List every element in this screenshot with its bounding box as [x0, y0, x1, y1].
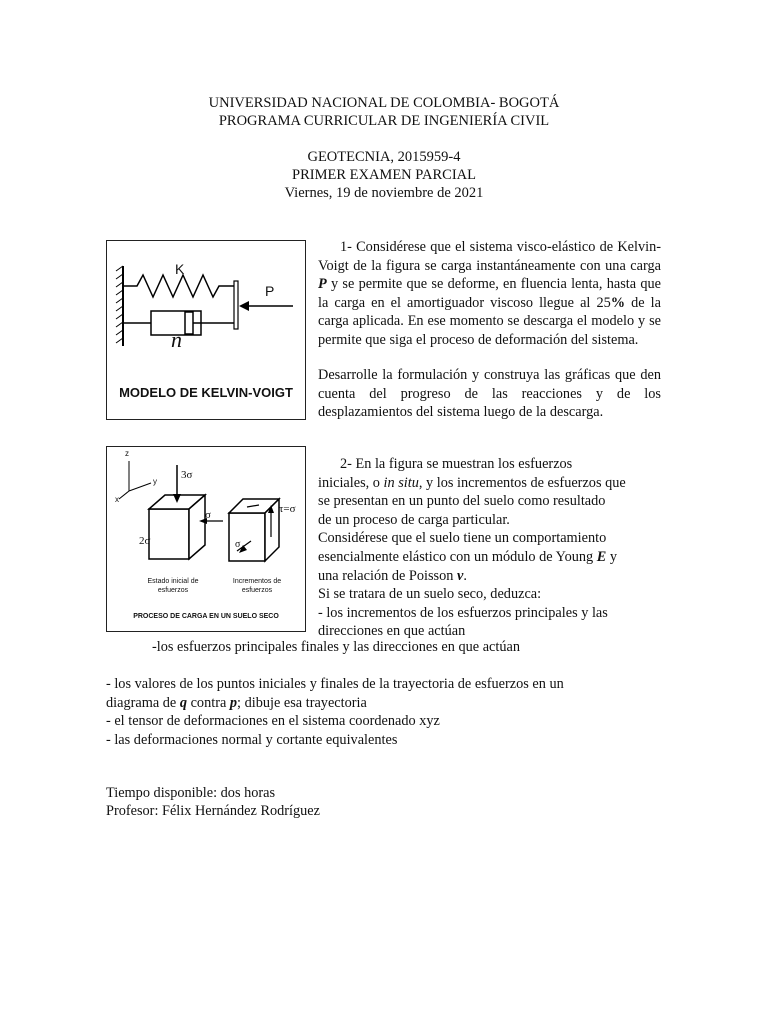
stress-1-label: σ: [205, 509, 211, 521]
question-2-items: [106, 675, 666, 749]
figure2-caption: PROCESO DE CARGA EN UN SUELO SECO: [133, 613, 279, 620]
q2-line-5: Considérese que el suelo tiene un comportamiento: [318, 530, 607, 547]
q2-line-2: iniciales, o in situ, y los incrementos de esfuerzos que: [318, 474, 626, 491]
axis-x-label: x: [115, 495, 119, 504]
viscosity-label: n: [171, 327, 182, 352]
q2-line-9: - los incrementos de los esfuerzos principales y las: [318, 604, 608, 621]
q2-item-1: - los valores de los puntos iniciales y finales de la trayectoria de esfuerzos en un: [106, 676, 564, 692]
increments-label: Incrementos de esfuerzos: [232, 578, 282, 594]
q2-line-1: 2- En la figura se muestran los esfuerzos: [340, 456, 573, 472]
kelvin-voigt-figure: [106, 240, 306, 420]
q2-item-2: - el tensor de deformaciones en el sistema coordenado xyz: [106, 713, 440, 730]
initial-cube: [149, 495, 205, 559]
axes-icon: [119, 461, 151, 499]
q1-load-symbol: P: [318, 276, 327, 293]
university-title: UNIVERSIDAD NACIONAL DE COLOMBIA- BOGOTÁ: [208, 95, 560, 111]
stress-diagram: [107, 447, 305, 631]
axis-y-label: y: [153, 477, 157, 486]
q2-line-3: se presentan en un punto del suelo como resultado: [318, 493, 606, 510]
q1-text-a: 1- Considérese que el sistema visco-elástico de Kelvin-Voigt de la figura se carga instantáneamente con una carga: [318, 239, 661, 274]
question-1: [318, 238, 661, 350]
q2-line-11: -los esfuerzos principales finales y las direcciones en que actúan: [152, 639, 520, 655]
shear-label: τ=σ: [279, 503, 296, 515]
q2-line-6: esencialmente elástico con un módulo de Young E y: [318, 548, 618, 565]
stress-increment-label: σ: [235, 539, 241, 550]
q2-line-4: de un proceso de carga particular.: [318, 511, 510, 528]
question-2: [318, 455, 668, 641]
q2-item-1b: diagrama de q contra p; dibuje esa trayectoria: [106, 694, 367, 711]
stress-2-label: 2σ: [139, 535, 151, 547]
q1-percent: %: [610, 294, 626, 311]
stress-figure: [106, 446, 306, 632]
exam-date: Viernes, 19 de noviembre de 2021: [284, 185, 484, 201]
load-label: P: [265, 283, 275, 299]
q2-line-10: direcciones en que actúan: [318, 623, 466, 640]
time-available: Tiempo disponible: dos horas: [106, 785, 276, 801]
spring-label: K: [175, 261, 185, 277]
question-1-task: Desarrolle la formulación y construya las gráficas que den cuenta del progreso de las reacciones y de los desplazamientos del sistema luego de la descarga.: [318, 367, 661, 421]
q2-item-3: - las deformaciones normal y cortante equivalentes: [106, 731, 398, 748]
q1-text-b: y se permite que se deforme, en fluencia lenta, hasta que la carga en el amortiguador viscoso llegue al 25: [318, 276, 661, 311]
program-title: PROGRAMA CURRICULAR DE INGENIERÍA CIVIL: [218, 113, 550, 129]
axis-z-label: z: [125, 449, 129, 458]
q2-line-7: una relación de Poisson ν.: [318, 567, 467, 584]
figure1-caption: MODELO DE KELVIN-VOIGT: [119, 385, 293, 400]
stress-3-label: 3σ: [181, 469, 193, 481]
exam-title: PRIMER EXAMEN PARCIAL: [292, 167, 476, 183]
q1-text-c: de la carga aplicada. En ese momento se descarga el modelo y se permite que siga el proceso de deformación del sistema.: [318, 294, 661, 348]
initial-state-label: Estado inicial de esfuerzos: [147, 578, 199, 594]
professor: Profesor: Félix Hernández Rodríguez: [106, 803, 320, 819]
q2-line-8: Si se tratara de un suelo seco, deduzca:: [318, 586, 542, 603]
course-title: GEOTECNIA, 2015959-4: [307, 149, 461, 165]
